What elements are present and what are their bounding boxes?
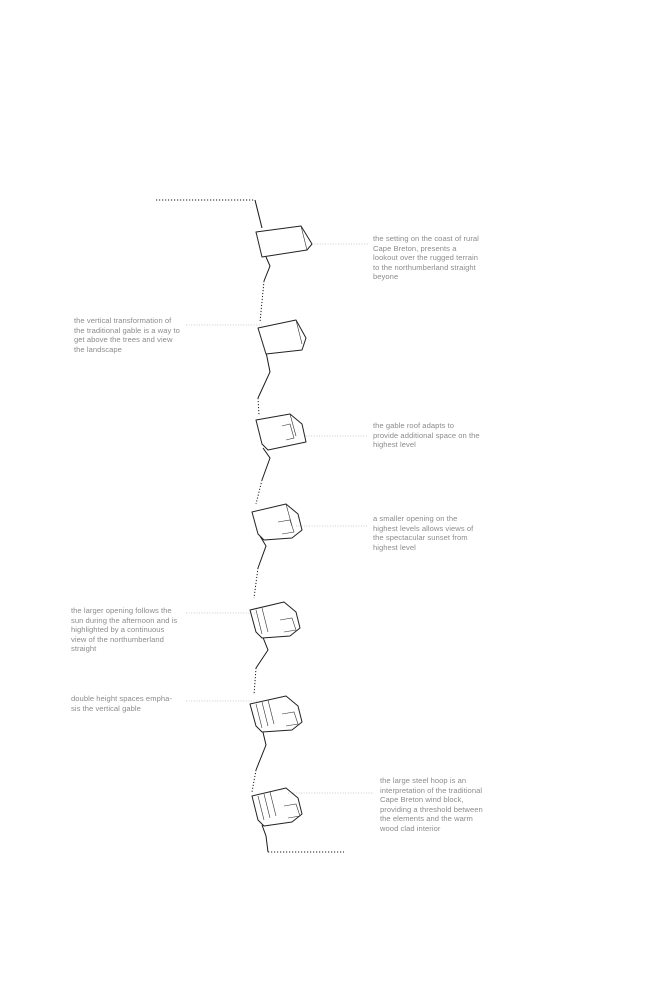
annotation-vertical-transformation: the vertical transformation of the traditional gable is a way to get above the trees and view the landscape	[74, 316, 180, 354]
gable-volume-5	[250, 602, 300, 638]
gable-volume-2	[258, 320, 306, 354]
annotation-double-height: double height spaces empha- sis the vertical gable	[71, 694, 172, 713]
annotation-smaller-opening: a smaller opening on the highest levels allows views of the spectacular sunset from highest level	[373, 514, 474, 552]
annotation-steel-hoop: the large steel hoop is an interpretation of the traditional Cape Breton wind block, providing a threshold between the elements and the warm wood clad interior	[380, 776, 483, 833]
gable-volume-3	[256, 414, 306, 450]
gable-volume-1	[256, 226, 312, 257]
annotation-setting: the setting on the coast of rural Cape Breton, presents a lookout over the rugged terrain to the northumberland straight beyone	[373, 234, 479, 282]
gable-volume-7	[252, 788, 302, 826]
annotation-larger-opening: the larger opening follows the sun during the afternoon and is highlighted by a continuous view of the northumberland straight	[71, 606, 178, 654]
annotation-gable-roof: the gable roof adapts to provide additional space on the highest level	[373, 421, 480, 450]
gable-volume-4	[252, 504, 302, 540]
gable-volume-6	[250, 696, 302, 732]
